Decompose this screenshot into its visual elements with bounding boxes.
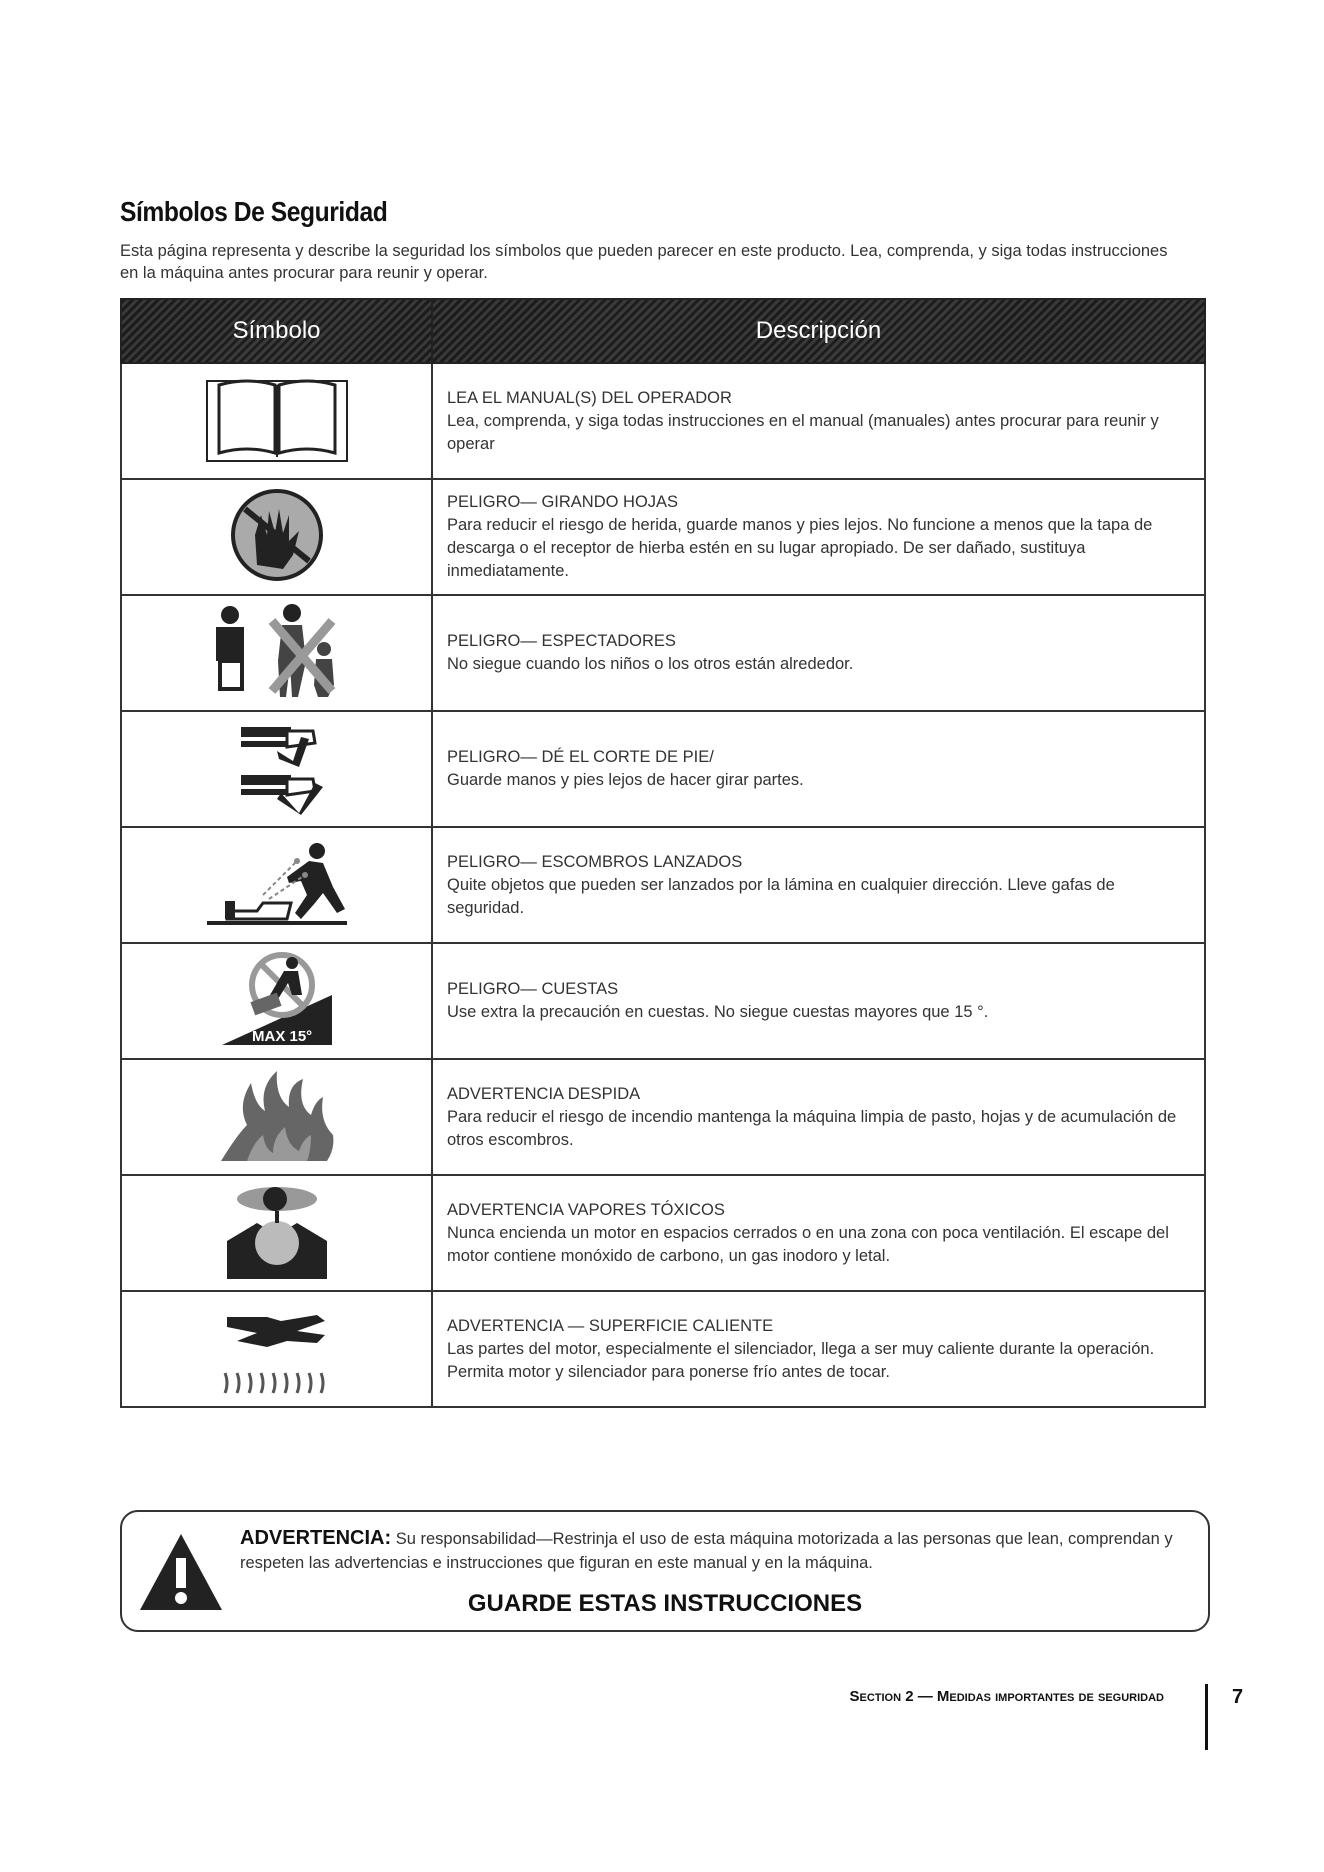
table-row [121, 595, 1205, 711]
table-row [121, 711, 1205, 827]
row-text: Para reducir el riesgo de herida, guarde manos y pies lejos. No funcione a menos que la tapa de descarga o el receptor de hierba estén en su lugar apropiado. De ser dañado, sustituya inmediatamente. [447, 516, 1153, 580]
safety-symbols-table [120, 298, 1206, 1408]
row-text: Guarde manos y pies lejos de hacer girar partes. [447, 771, 804, 789]
row-title: ADVERTENCIA VAPORES TÓXICOS [447, 1200, 725, 1219]
table-row [121, 1291, 1205, 1407]
toxic-fumes-icon [217, 1179, 337, 1283]
row-title: LEA EL MANUAL(S) DEL OPERADOR [447, 388, 732, 407]
fire-icon [207, 1065, 347, 1165]
row-text: Las partes del motor, especialmente el silenciador, llega a ser muy caliente durante la operación. Permita motor y silenciador para ponerse frío antes de tocar. [447, 1339, 1155, 1381]
row-title: PELIGRO— CUESTAS [447, 980, 619, 998]
footer-section: Section 2 — Medidas importantes de seguridad [849, 1688, 1164, 1705]
open-book-icon [197, 371, 357, 467]
intro-text: Esta página representa y describe la seguridad los símbolos que pueden parecer en este producto. Lea, comprenda, y siga todas instrucciones en la máquina antes procurar para reunir y operar. [120, 242, 1168, 282]
table-row [121, 943, 1205, 1059]
table-row [121, 479, 1205, 595]
row-text: Nunca encienda un motor en espacios cerrados o en una zona con poca ventilación. El escape del motor contiene monóxido de carbono, un gas inodoro y letal. [447, 1223, 1169, 1265]
row-text: Quite objetos que pueden ser lanzados por la lámina en cualquier dirección. Lleve gafas de seguridad. [447, 875, 1115, 917]
row-text: Lea, comprenda, y siga todas instrucciones en el manual (manuales) antes procurar para reunir y operar [447, 411, 1159, 453]
table-row [121, 1175, 1205, 1291]
footer-divider [1205, 1684, 1208, 1750]
row-text: No siegue cuando los niños o los otros están alrededor. [447, 655, 854, 673]
row-title: ADVERTENCIA — SUPERFICIE CALIENTE [447, 1316, 774, 1335]
warning-text: Su responsabilidad—Restrinja el uso de esta máquina motorizada a las personas que lean, comprendan y respeten las advertencias e instrucciones que figuran en este manual y en la máquina. [240, 1530, 1173, 1572]
thrown-objects-icon [197, 833, 357, 933]
save-instructions: GUARDE ESTAS INSTRUCCIONES [467, 1590, 863, 1617]
rotating-blade-hand-icon [227, 485, 327, 585]
row-title: PELIGRO— ESPECTADORES [447, 632, 676, 650]
row-title: PELIGRO— GIRANDO HOJAS [447, 493, 679, 511]
table-row [121, 827, 1205, 943]
row-title: ADVERTENCIA DESPIDA [447, 1084, 641, 1103]
row-text: Para reducir el riesgo de incendio mantenga la máquina limpia de pasto, hojas y de acumulación de otros escombros. [447, 1107, 1177, 1149]
row-text: Use extra la precaución en cuestas. No siegue cuestas mayores que 15 °. [447, 1003, 989, 1021]
row-title: PELIGRO— DÉ EL CORTE DE PIE/ [447, 748, 714, 766]
row-title: PELIGRO— ESCOMBROS LANZADOS [447, 852, 743, 871]
warning-label: ADVERTENCIA: [240, 1527, 392, 1549]
warning-box [120, 1510, 1210, 1632]
table-row [121, 363, 1205, 479]
header-description: Descripción [432, 299, 1205, 363]
page-number: 7 [1232, 1686, 1244, 1708]
page-title: Símbolos De Seguridad [120, 196, 388, 227]
slope-icon [212, 949, 342, 1049]
hot-surface-icon [207, 1297, 347, 1397]
foot-cut-icon [227, 717, 327, 817]
table-row [121, 1059, 1205, 1175]
header-symbol: Símbolo [121, 299, 432, 363]
max-slope-badge: MAX 15° [251, 1027, 312, 1045]
bystanders-icon [202, 601, 352, 701]
